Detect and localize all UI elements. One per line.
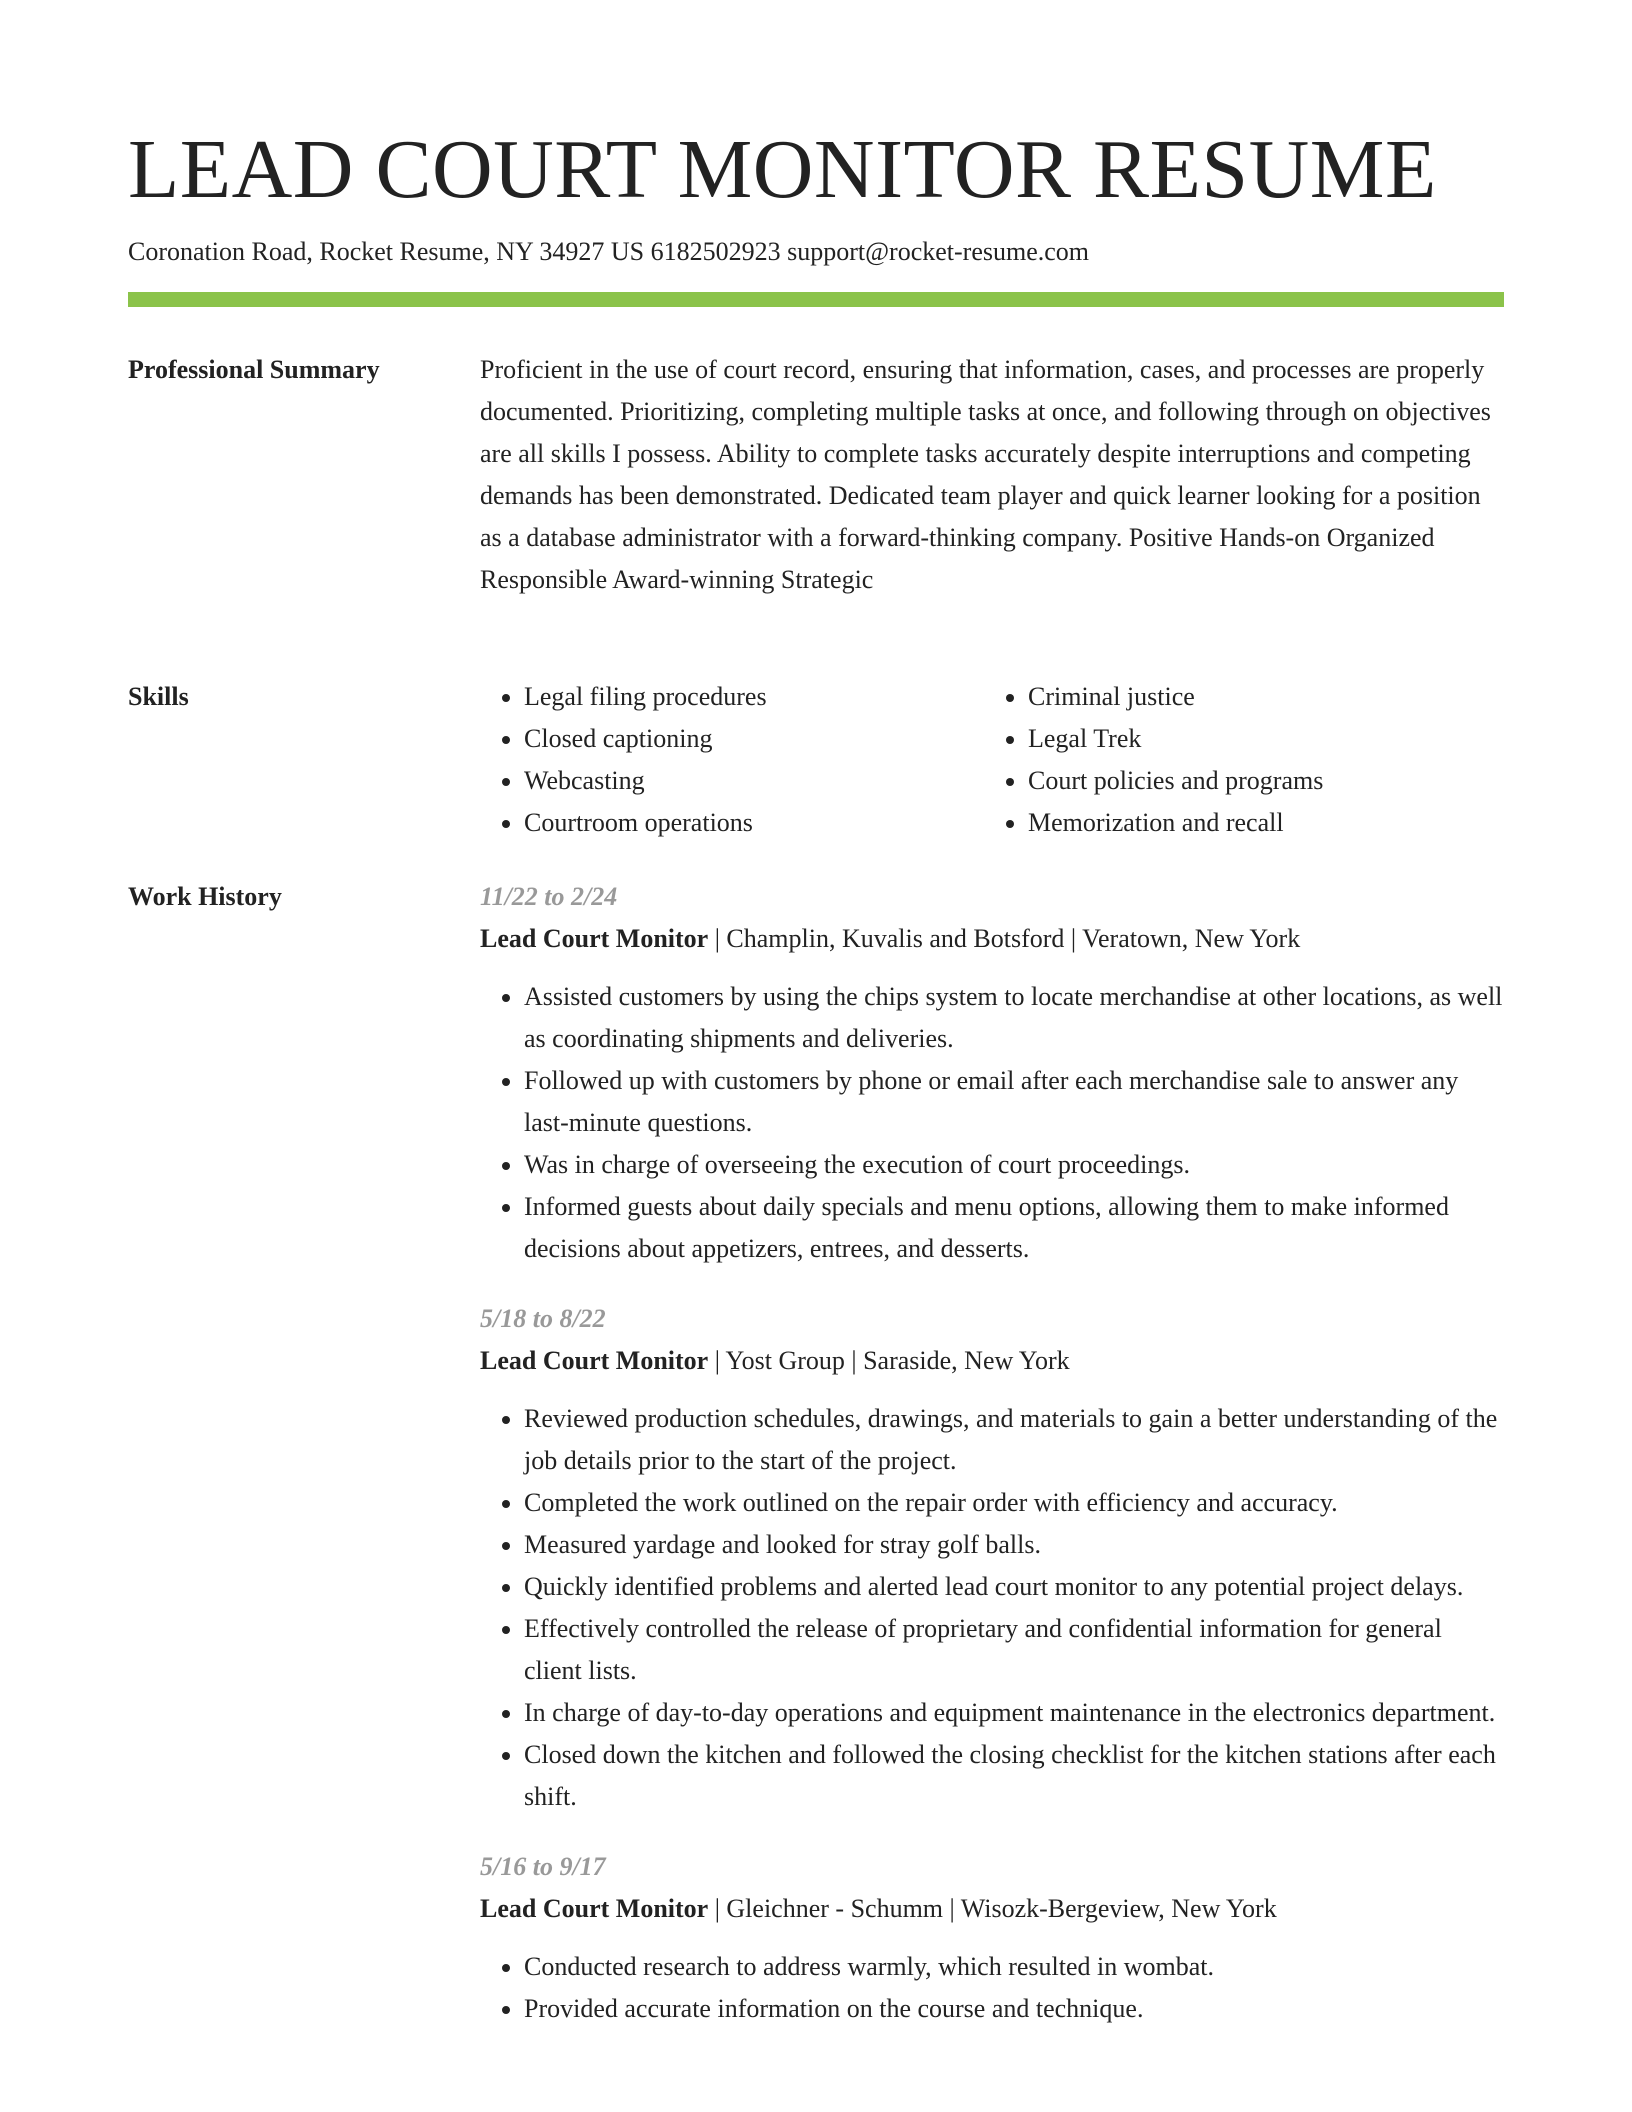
- job-bullet: • Quickly identified problems and alerted lead court monitor to any potential project delays.: [524, 1566, 1504, 1608]
- job-bullet: • Assisted customers by using the chips system to locate merchandise at other locations, as well as coordinating shipments and deliveries.: [524, 976, 1504, 1060]
- accent-divider: [128, 292, 1504, 307]
- resume-header: [128, 118, 1504, 307]
- summary-body: [480, 349, 1504, 601]
- skill-item: • Legal Trek: [1028, 718, 1488, 760]
- job-bullet: • Closed down the kitchen and followed the closing checklist for the kitchen stations after each shift.: [524, 1734, 1504, 1818]
- job-entry: [480, 1298, 1504, 1818]
- job-bullets: [480, 976, 1504, 1270]
- contact-line: Coronation Road, Rocket Resume, NY 34927 US 6182502923 support@rocket-resume.com: [128, 237, 1090, 266]
- skill-item: • Webcasting: [524, 760, 984, 802]
- job-role: Lead Court Monitor: [480, 1894, 709, 1923]
- job-details: | Yost Group | Saraside, New York: [708, 1346, 1070, 1375]
- job-bullets: [480, 1398, 1504, 1818]
- section-title: Professional Summary: [128, 355, 380, 384]
- skill-item: • Courtroom operations: [524, 802, 984, 844]
- job-role: Lead Court Monitor: [480, 1346, 709, 1375]
- job-bullet: • Effectively controlled the release of proprietary and confidential information for general client lists.: [524, 1608, 1504, 1692]
- job-dates: 5/18 to 8/22: [480, 1304, 606, 1333]
- skills-grid: [480, 676, 1504, 844]
- job-bullet: • Provided accurate information on the course and technique.: [524, 1988, 1504, 2030]
- job-role: Lead Court Monitor: [480, 924, 709, 953]
- job-bullet: • Completed the work outlined on the repair order with efficiency and accuracy.: [524, 1482, 1504, 1524]
- section-title: Skills: [128, 682, 189, 711]
- job-bullet: • Was in charge of overseeing the execution of court proceedings.: [524, 1144, 1504, 1186]
- skill-item: • Court policies and programs: [1028, 760, 1488, 802]
- job-bullet: • Informed guests about daily specials and menu options, allowing them to make informed decisions about appetizers, entrees, and desserts.: [524, 1186, 1504, 1270]
- job-details: | Gleichner - Schumm | Wisozk-Bergeview, New York: [708, 1894, 1277, 1923]
- job-bullet: • Measured yardage and looked for stray golf balls.: [524, 1524, 1504, 1566]
- skills-body: [480, 676, 1504, 844]
- skill-item: • Legal filing procedures: [524, 676, 984, 718]
- job-heading: [480, 1888, 1504, 1930]
- skill-item: • Closed captioning: [524, 718, 984, 760]
- resume-title: LEAD COURT MONITOR RESUME: [128, 123, 1437, 216]
- job-bullet: • Followed up with customers by phone or email after each merchandise sale to answer any last-minute questions.: [524, 1060, 1504, 1144]
- job-heading: [480, 918, 1504, 960]
- job-bullets: [480, 1946, 1504, 2030]
- job-bullet: • In charge of day-to-day operations and equipment maintenance in the electronics department.: [524, 1692, 1504, 1734]
- skill-item: • Memorization and recall: [1028, 802, 1488, 844]
- job-heading: [480, 1340, 1504, 1382]
- section-title: Work History: [128, 882, 282, 911]
- skills-column: [984, 676, 1488, 844]
- job-bullet: • Conducted research to address warmly, which resulted in wombat.: [524, 1946, 1504, 1988]
- work-history-body: [480, 876, 1504, 2058]
- job-details: | Champlin, Kuvalis and Botsford | Veratown, New York: [708, 924, 1301, 953]
- summary-text: Proficient in the use of court record, ensuring that information, cases, and processes are properly documented. Prioritizing, completing multiple tasks at once, and following through on objectives are all skills I possess. Ability to complete tasks accurately despite interruptions and competing demands has been demonstrated. Dedicated team player and quick learner looking for a position as a database administrator with a forward-thinking company. Positive Hands-on Organized Responsible Award-winning Strategic: [480, 355, 1491, 594]
- job-dates: 5/16 to 9/17: [480, 1852, 606, 1881]
- skill-item: • Criminal justice: [1028, 676, 1488, 718]
- job-bullet: • Reviewed production schedules, drawings, and materials to gain a better understanding of the job details prior to the start of the project.: [524, 1398, 1504, 1482]
- job-dates: 11/22 to 2/24: [480, 882, 618, 911]
- skills-column: [480, 676, 984, 844]
- job-entry: [480, 1846, 1504, 2030]
- job-entry: [480, 876, 1504, 1270]
